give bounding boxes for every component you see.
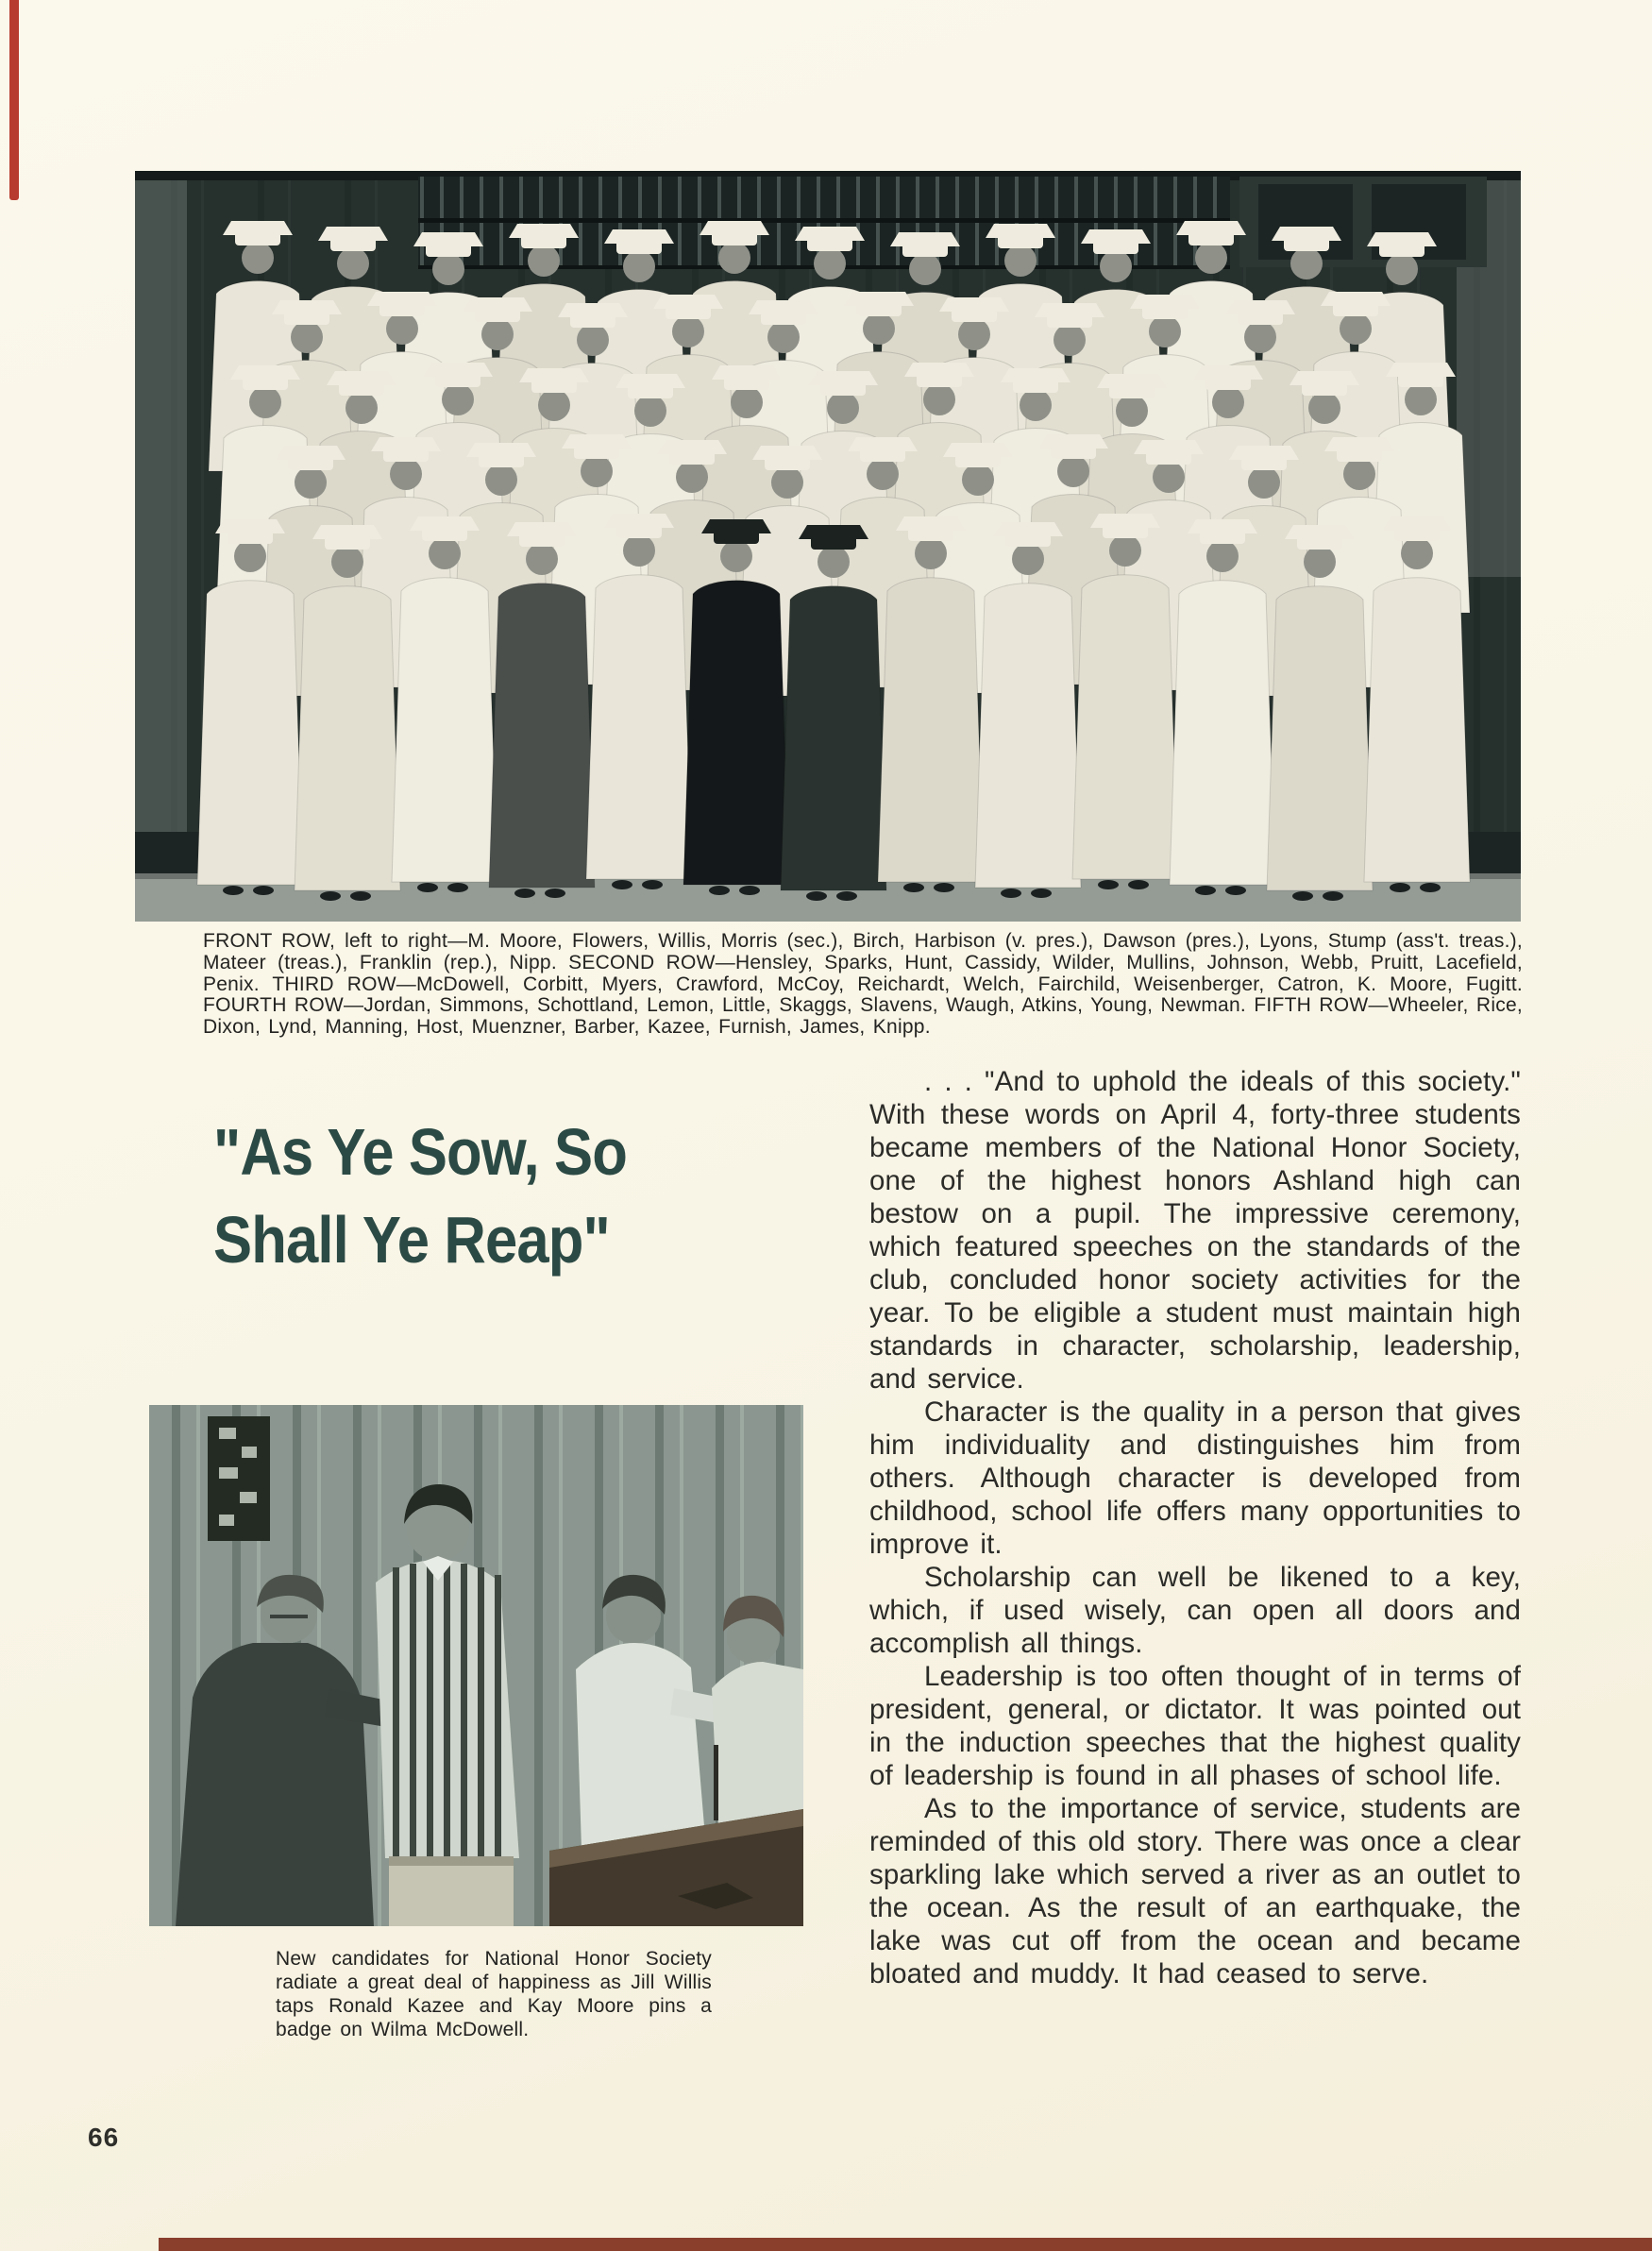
red-scan-edge-mark (9, 0, 19, 200)
article-paragraph-5: As to the importance of service, students are reminded of this old story. There was once a clear sparkling lake which served a river as an outlet to the ocean. As the result of an earthquake, the lake was cut off from the ocean and became bloated and muddy. It had ceased to serve. (869, 1793, 1521, 1989)
graduates-group-photo (135, 171, 1521, 922)
article-paragraph-2: Character is the quality in a person that gives him individuality and distinguishes him from others. Although character is developed from childhood, school life offers many opportunities to improve it. (869, 1396, 1521, 1560)
article-paragraph-4: Leadership is too often thought of in terms of president, general, or dictator. It was pointed out in the induction speeches that the highest quality of leadership is found in all phases of school life. (869, 1661, 1521, 1791)
red-scan-bottom-mark (159, 2238, 1652, 2251)
candidates-photo (149, 1405, 803, 1926)
candidates-photo-illustration (149, 1405, 803, 1926)
article-paragraph-3: Scholarship can well be likened to a key, which, if used wisely, can open all doors and accomplish all things. (869, 1562, 1521, 1659)
group-photo-caption: FRONT ROW, left to right—M. Moore, Flowers, Willis, Morris (sec.), Birch, Harbison (v. pres.), Dawson (pres.), Lyons, Stump (ass't. treas.), Mateer (treas.), Franklin (rep.), Nipp. SECOND ROW—Hensley, Sparks, Hunt, Cassidy, Wilder, Mullins, Johnson, Webb, Pruitt, Lacefield, Penix. THIRD ROW—McDowell, Corbitt, Myers, Crawford, McCoy, Reichardt, Welch, Fairchild, Weisenberger, Catron, K. Moore, Fugitt. FOURTH ROW—Jordan, Simmons, Schottland, Lemon, Little, Skaggs, Slavens, Waugh, Atkins, Young, Newman. FIFTH ROW—Wheeler, Rice, Dixon, Lynd, Manning, Host, Muenzner, Barber, Kazee, Furnish, James, Knipp. (203, 930, 1523, 1039)
graduates-photo-illustration (135, 171, 1521, 922)
candidates-photo-caption: New candidates for National Honor Society radiate a great deal of happiness as Jill Willis taps Ronald Kazee and Kay Moore pins a badge on Wilma McDowell. (276, 1948, 712, 2040)
headline-line-1: "As Ye Sow, So (213, 1115, 627, 1189)
page-headline (213, 1109, 729, 1284)
headline-line-2: Shall Ye Reap" (213, 1203, 610, 1277)
article-text (869, 1065, 1521, 1990)
article-paragraph-1: . . . "And to uphold the ideals of this society." With these words on April 4, forty-three students became members of the National Honor Society, one of the highest honors Ashland high can bestow on a pupil. The impressive ceremony, which featured speeches on the standards of the club, concluded honor society activities for the year. To be eligible a student must maintain high standards in character, scholarship, leadership, and service. (869, 1066, 1521, 1395)
page-number: 66 (88, 2123, 120, 2152)
